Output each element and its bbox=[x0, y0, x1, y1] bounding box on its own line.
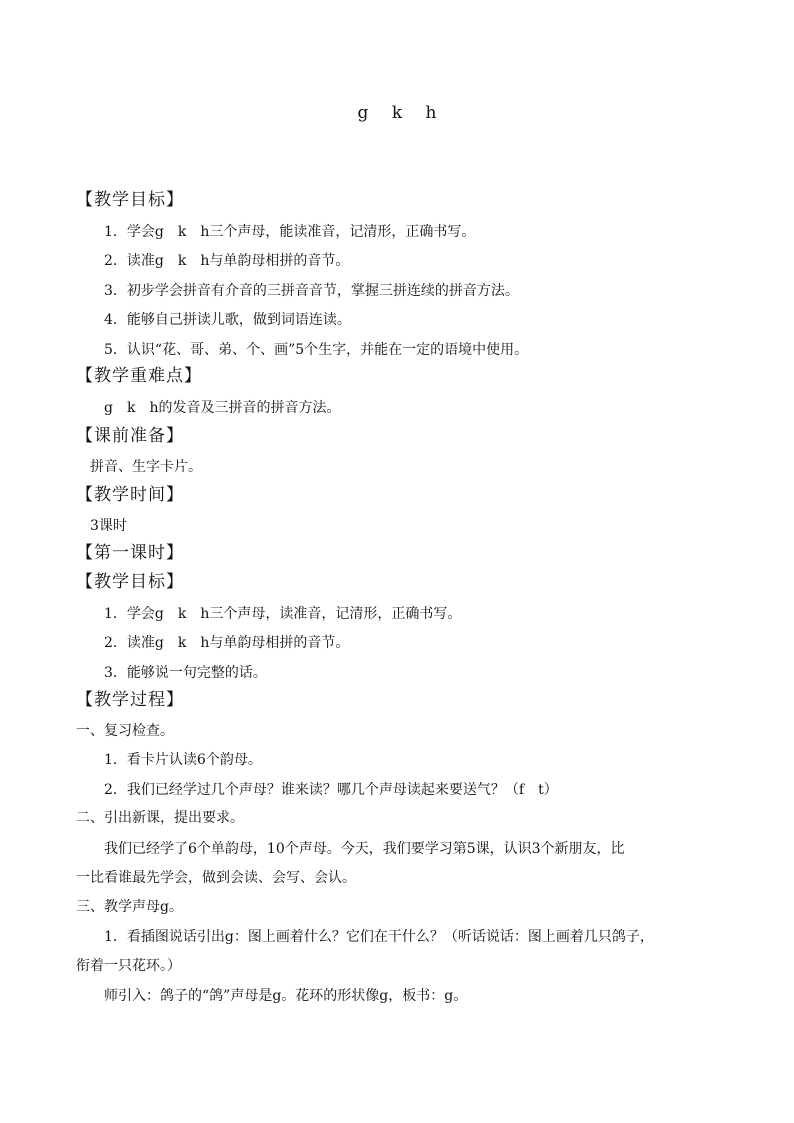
lesson1-objective-item: 3．能够说一句完整的话。 bbox=[104, 665, 267, 681]
title-letter-h: h bbox=[425, 103, 437, 123]
step3-teacher-line: 师引入：鸽子的“鸽”声母是g。花环的形状像g，板书：g。 bbox=[104, 988, 468, 1004]
step3-title: 三、教学声母g。 bbox=[76, 899, 183, 915]
objective-item: 2．读准g k h与单韵母相拼的音节。 bbox=[104, 253, 350, 269]
step3-item-line: 1．看插图说话引出g：图上画着什么？它们在干什么？（听话说话：图上画着几只鸽子， bbox=[104, 929, 654, 945]
step2-paragraph-line: 我们已经学了6个单韵母，10个声母。今天，我们要学习第5课，认识3个新朋友，比 bbox=[104, 841, 625, 857]
prep-heading: 【课前准备】 bbox=[76, 426, 184, 446]
prep-text: 拼音、生字卡片。 bbox=[90, 459, 202, 475]
title-letter-g: g bbox=[357, 103, 369, 123]
lesson1-objectives-heading: 【教学目标】 bbox=[76, 572, 184, 592]
title-letter-k: k bbox=[391, 103, 403, 123]
objective-item: 5．认识“花、哥、弟、个、画”5个生字，并能在一定的语境中使用。 bbox=[104, 342, 529, 358]
time-heading: 【教学时间】 bbox=[76, 485, 184, 505]
step1-item: 1．看卡片认读6个韵母。 bbox=[104, 752, 262, 768]
step2-paragraph-line: 一比看谁最先学会，做到会读、会写、会认。 bbox=[76, 870, 356, 886]
objective-item: 1．学会g k h三个声母，能读准音，记清形，正确书写。 bbox=[104, 224, 476, 240]
keypoints-text: g k h的发音及三拼音的拼音方法。 bbox=[104, 400, 341, 416]
step1-item: 2．我们已经学过几个声母？谁来读？哪几个声母读起来要送气？（f t） bbox=[104, 782, 558, 798]
time-text: 3课时 bbox=[90, 518, 127, 534]
keypoints-heading: 【教学重难点】 bbox=[76, 366, 202, 386]
objective-item: 4．能够自己拼读儿歌，做到词语连读。 bbox=[104, 312, 351, 328]
lesson1-objective-item: 1．学会g k h三个声母，读准音，记清形，正确书写。 bbox=[104, 606, 462, 622]
objectives-heading: 【教学目标】 bbox=[76, 190, 184, 210]
step1-title: 一、复习检查。 bbox=[76, 723, 174, 739]
objective-item: 3．初步学会拼音有介音的三拼音音节，掌握三拼连续的拼音方法。 bbox=[104, 283, 519, 299]
lesson1-heading: 【第一课时】 bbox=[76, 543, 184, 563]
step3-item-line: 衔着一只花环。） bbox=[76, 958, 181, 974]
page-title bbox=[0, 103, 794, 123]
process-heading: 【教学过程】 bbox=[76, 690, 184, 710]
step2-title: 二、引出新课，提出要求。 bbox=[76, 810, 244, 826]
lesson1-objective-item: 2．读准g k h与单韵母相拼的音节。 bbox=[104, 635, 350, 651]
